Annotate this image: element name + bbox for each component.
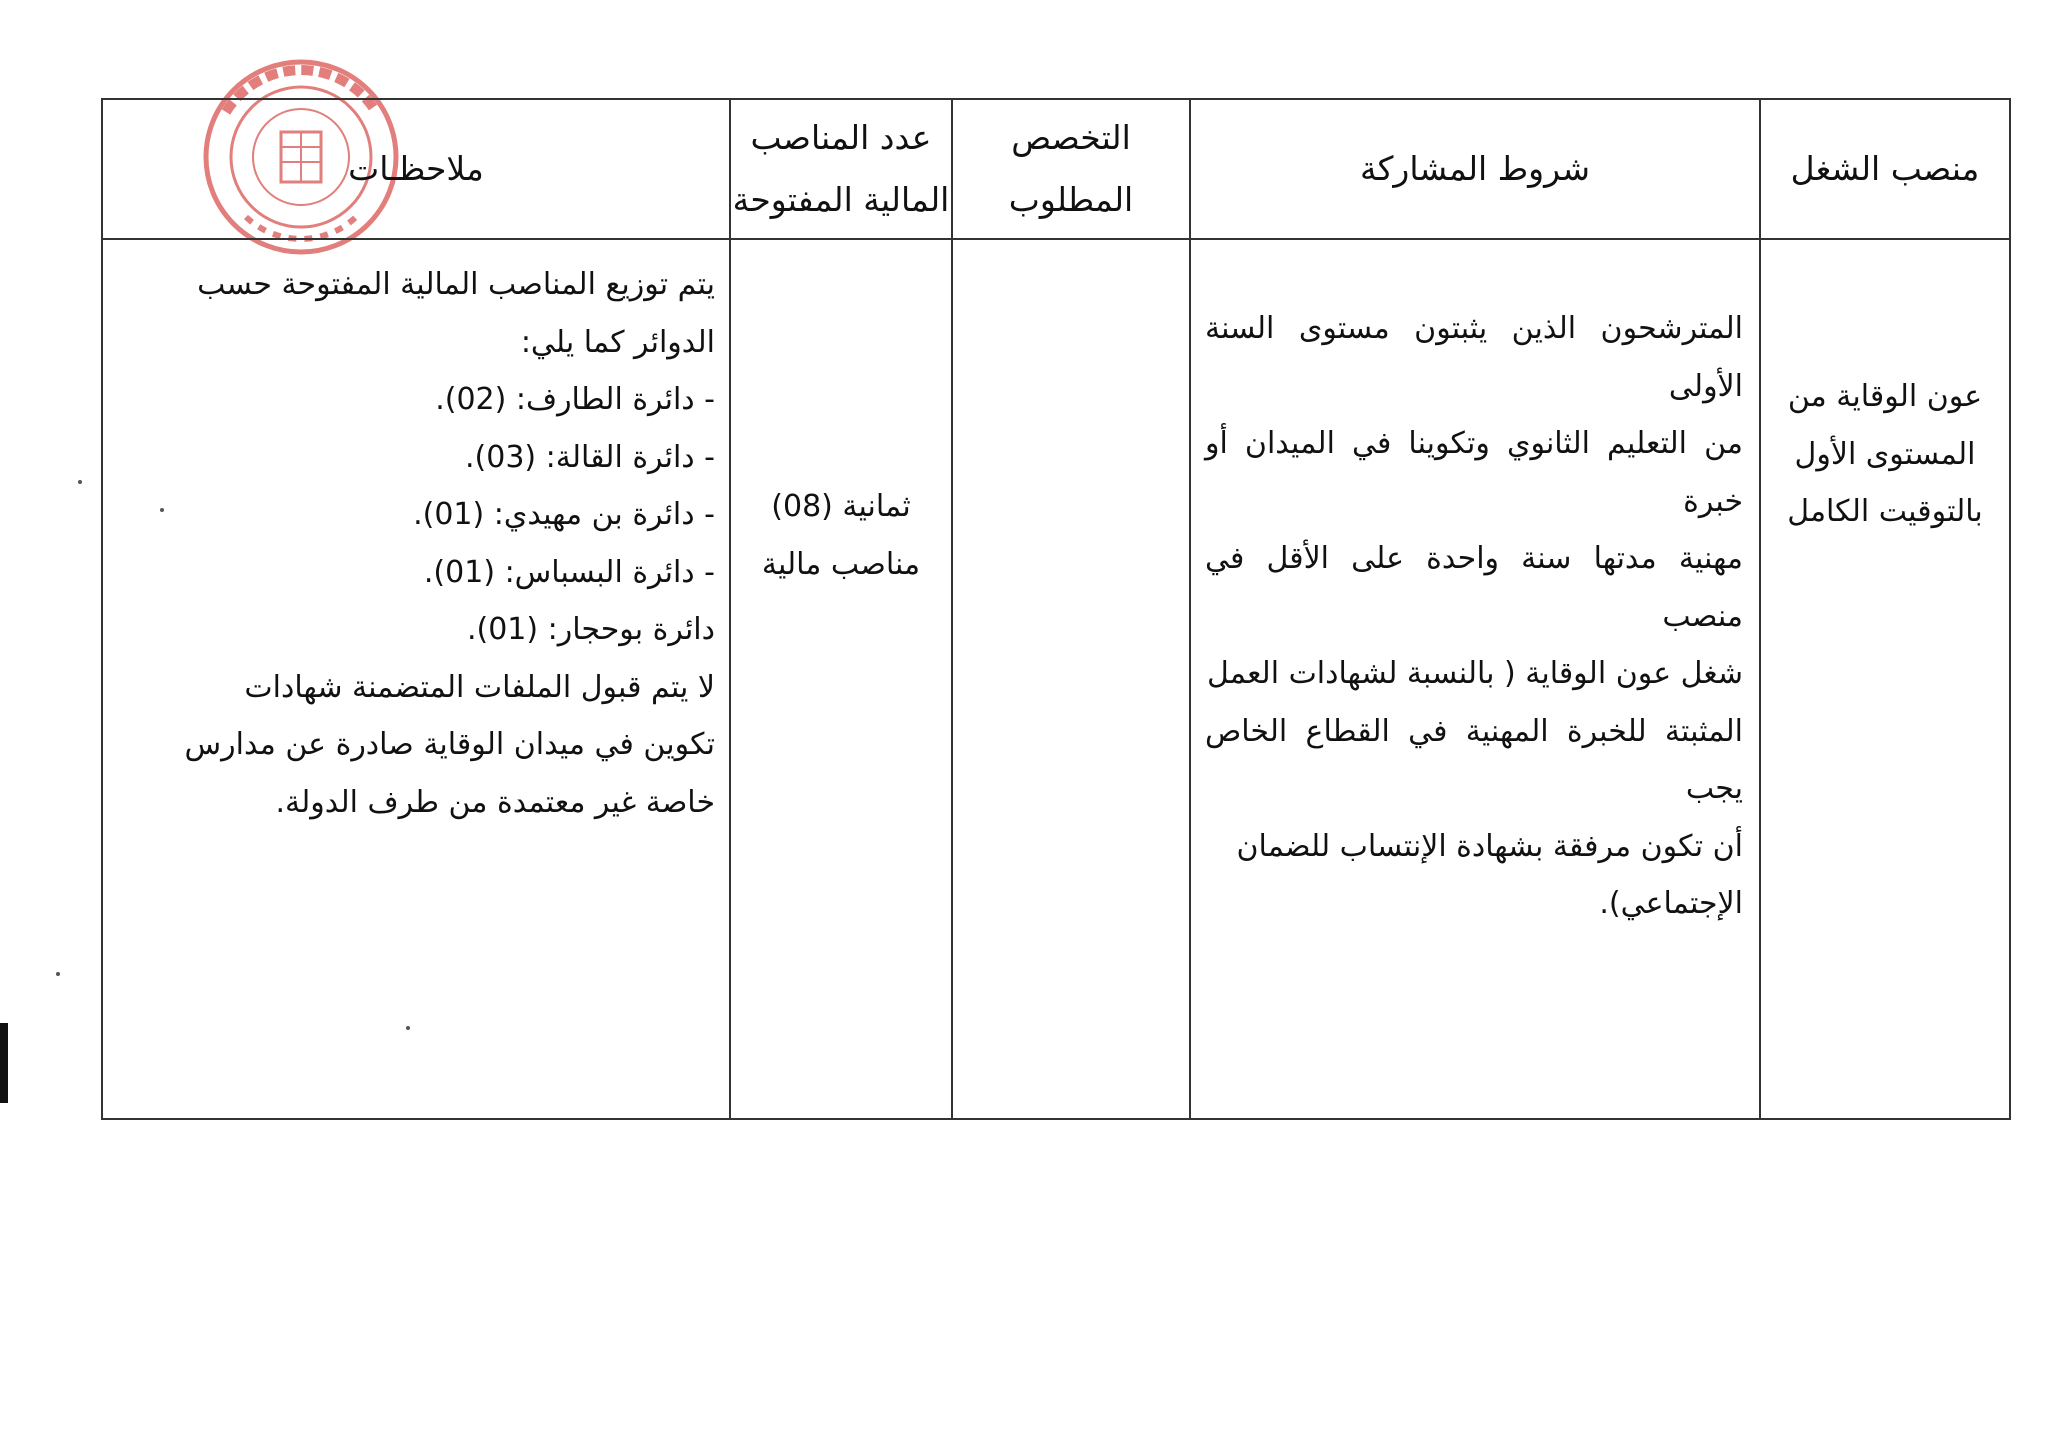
job-title-line: عون الوقاية من — [1787, 379, 1983, 414]
specialty-cell — [952, 239, 1190, 1119]
positions-count-line: مناصب مالية — [761, 546, 921, 582]
conditions-line: المثبتة للخبرة المهنية في القطاع الخاص يجب — [1205, 713, 1743, 806]
conditions-line: المترشحون الذين يثبتون مستوى السنة الأولى — [1205, 311, 1743, 404]
job-title-cell — [1760, 239, 2010, 1119]
positions-table — [101, 98, 2011, 1120]
header-count — [730, 99, 952, 239]
notes-line: - دائرة بن مهيدي: (01). — [413, 497, 715, 532]
header-specialty — [952, 99, 1190, 239]
header-conditions-label: شروط المشاركة — [1360, 149, 1590, 188]
conditions-line: شغل عون الوقاية ( بالنسبة لشهادات العمل — [1207, 656, 1743, 691]
header-count-line1: عدد المناصب — [750, 118, 932, 157]
header-job-label: منصب الشغل — [1790, 149, 1980, 188]
notes-line: - دائرة الطارف: (02). — [435, 382, 715, 417]
header-specialty-line1: التخصص — [1011, 118, 1131, 157]
header-specialty-line2: المطلوب — [1008, 180, 1134, 219]
notes-line: تكوين في ميدان الوقاية صادرة عن مدارس — [184, 727, 715, 762]
notes-line: - دائرة القالة: (03). — [464, 439, 715, 475]
conditions-line: من التعليم الثانوي وتكوينا في الميدان أو خبرة — [1205, 426, 1743, 519]
notes-line: لا يتم قبول الملفات المتضمنة شهادات — [244, 669, 715, 705]
scan-speck — [406, 1026, 410, 1030]
scan-speck — [56, 972, 60, 976]
job-title-line: بالتوقيت الكامل — [1787, 494, 1983, 529]
positions-count-line: ثمانية (08) — [771, 489, 911, 524]
job-title-line: المستوى الأول — [1794, 436, 1976, 472]
positions-count-cell — [730, 239, 952, 1119]
scan-speck — [78, 480, 82, 484]
notes-line: - دائرة البسباس: (01). — [423, 554, 715, 590]
conditions-line: الإجتماعي). — [1599, 886, 1743, 921]
header-notes-label: ملاحظـات — [348, 149, 484, 188]
scan-speck — [160, 508, 164, 512]
header-count-line2: المالية المفتوحة — [732, 180, 950, 219]
table-row — [102, 239, 2010, 1119]
notes-line: دائرة بوحجار: (01). — [466, 612, 715, 647]
conditions-line: أن تكون مرفقة بشهادة الإنتساب للضمان — [1236, 828, 1743, 864]
notes-line: يتم توزيع المناصب المالية المفتوحة حسب — [197, 267, 715, 302]
scan-edge-mark — [0, 1023, 8, 1103]
header-notes — [102, 99, 730, 239]
header-job — [1760, 99, 2010, 239]
conditions-cell — [1190, 239, 1760, 1119]
notes-line: خاصة غير معتمدة من طرف الدولة. — [275, 784, 715, 820]
conditions-line: مهنية مدتها سنة واحدة على الأقل في منصب — [1205, 541, 1743, 634]
header-conditions — [1190, 99, 1760, 239]
table-header-row — [102, 99, 2010, 239]
notes-line: الدوائر كما يلي: — [520, 324, 715, 360]
notes-cell — [102, 239, 730, 1119]
